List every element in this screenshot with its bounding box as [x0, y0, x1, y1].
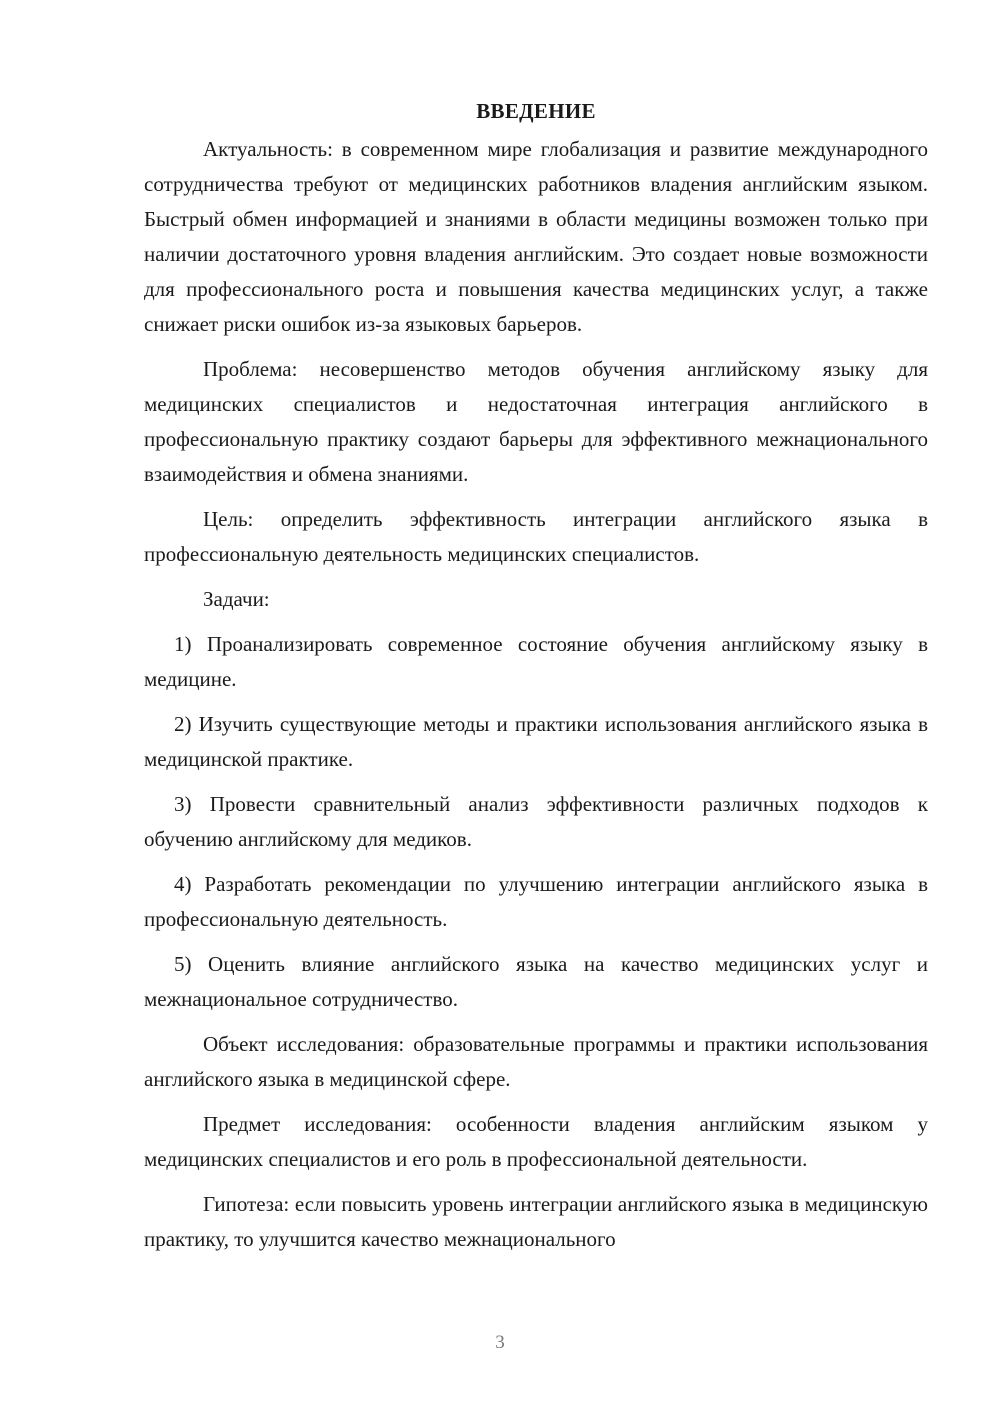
page-number: 3: [495, 1332, 505, 1353]
subject-paragraph: Предмет исследования: особенности владения английским языком у медицинских специалистов и его роль в профессиональной деятельности.: [144, 1112, 928, 1171]
problem-paragraph: Проблема: несовершенство методов обучения английскому языку для медицинских специалистов и недостаточная интеграция английского в профессиональную практику создают барьеры для эффективного межнационального взаимодействия и обмена знаниями.: [144, 357, 928, 486]
section-title: ВВЕДЕНИЕ: [476, 99, 596, 123]
task-item: 2) Изучить существующие методы и практики использования английского языка в медицинской практике.: [144, 712, 928, 771]
task-item: 1) Проанализировать современное состояние обучения английскому языку в медицине.: [144, 632, 928, 691]
tasks-heading: Задачи:: [203, 587, 270, 611]
object-paragraph: Объект исследования: образовательные программы и практики использования английского языка в медицинской сфере.: [144, 1032, 928, 1091]
goal-paragraph: Цель: определить эффективность интеграции английского языка в профессиональную деятельность медицинских специалистов.: [144, 507, 928, 566]
task-item: 4) Разработать рекомендации по улучшению интеграции английского языка в профессиональную деятельность.: [144, 872, 928, 931]
task-item: 5) Оценить влияние английского языка на качество медицинских услуг и межнациональное сотрудничество.: [144, 952, 928, 1011]
document-page: [144, 96, 928, 1257]
relevance-paragraph: Актуальность: в современном мире глобализация и развитие международного сотрудничества требуют от медицинских работников владения английским языком. Быстрый обмен информацией и знаниями в области медицины возможен только при наличии достаточного уровня владения английским. Это создает новые возможности для профессионального роста и повышения качества медицинских услуг, а также снижает риски ошибок из-за языковых барьеров.: [144, 137, 928, 336]
hypothesis-paragraph: Гипотеза: если повысить уровень интеграции английского языка в медицинскую практику, то улучшится качество межнационального: [144, 1192, 928, 1251]
task-item: 3) Провести сравнительный анализ эффективности различных подходов к обучению английскому для медиков.: [144, 792, 928, 851]
